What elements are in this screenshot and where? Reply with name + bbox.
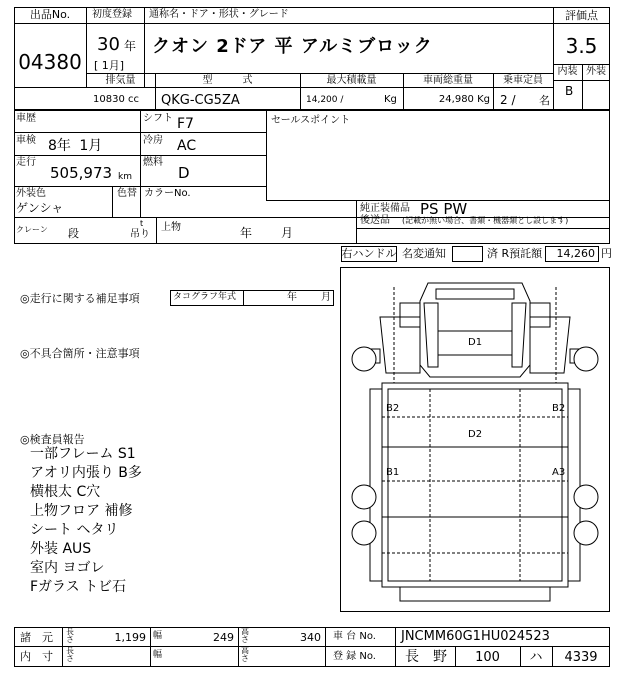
- width-label: 幅: [153, 631, 163, 641]
- gross-weight-label: 車両総重量: [423, 75, 473, 86]
- body-month: 月: [281, 226, 294, 240]
- defects-title: ◎不具合箇所・注意事項: [20, 347, 140, 360]
- inspector-title: ◎検査員報告: [20, 433, 85, 446]
- wheel-mid-right: [574, 485, 598, 509]
- reg-month: [ 1月]: [94, 59, 125, 72]
- reg-year: 30: [97, 34, 120, 55]
- inner-length-label: 長さ: [66, 646, 74, 663]
- wheel-front-right: [574, 347, 598, 371]
- side-gates: [370, 389, 580, 581]
- rear-bumper: [400, 587, 550, 601]
- shift-label: シフト: [143, 113, 173, 124]
- grade-value: 3.5: [565, 34, 598, 58]
- grade-label: 評価点: [565, 9, 598, 22]
- damage-mark-a3: A3: [552, 467, 566, 478]
- crane-stages: 段: [68, 227, 79, 240]
- crane-label: クレーン: [16, 225, 48, 234]
- ac-label: 冷房: [143, 135, 163, 146]
- crane-ton: t: [140, 219, 144, 228]
- chassis-label: 車 台 No.: [333, 631, 376, 642]
- recycle-unit: 円: [601, 247, 612, 260]
- max-load-unit: Kg: [384, 94, 397, 105]
- driving-notes-title: ◎走行に関する補足事項: [20, 292, 140, 305]
- recycle-label: 済 R預託額: [487, 247, 543, 260]
- inspector-item: アオリ内張り B多: [30, 465, 142, 481]
- fuel-value: D: [178, 164, 190, 182]
- history-label: 車歴: [16, 113, 36, 124]
- body-year: 年: [240, 226, 253, 240]
- ac-value: AC: [177, 138, 197, 154]
- sales-point-label: セールスポイント: [271, 115, 351, 126]
- wheel-rear-left: [352, 521, 376, 545]
- displacement-label: 排気量: [105, 75, 136, 86]
- notice-label: 名変通知: [402, 247, 446, 260]
- ext-color-value: ゲンシャ: [16, 201, 64, 215]
- body-label: 上物: [161, 222, 181, 233]
- damage-mark-d2: D2: [468, 429, 483, 440]
- mileage-label: 走行: [16, 157, 36, 168]
- length-value: 1,199: [114, 631, 146, 644]
- color-no-label: カラーNo.: [144, 188, 191, 199]
- aftermarket-note: (記載が無い場合、書類・機器類とし設します): [402, 216, 569, 225]
- crane-hoist: 吊り: [130, 229, 150, 240]
- inspector-item: 室内 ヨゴレ: [30, 560, 105, 576]
- cab-right-side: [512, 303, 526, 367]
- interior-value: B: [565, 84, 574, 98]
- registration-label: 登 録 No.: [333, 651, 376, 662]
- displacement-value: 10830 cc: [93, 94, 139, 105]
- truck-diagram: [340, 267, 610, 612]
- chassis-value: JNCMM60G1HU024523: [401, 629, 550, 644]
- inspector-item: 横根太 C穴: [30, 484, 101, 500]
- registration-area: 長 野: [405, 649, 447, 665]
- lot-label: 出品No.: [29, 8, 71, 21]
- vehicle-name-label: 通称名・ドア・形状・グレード: [149, 9, 289, 20]
- fuel-label: 燃料: [143, 157, 163, 168]
- mirrors: [400, 303, 550, 327]
- recycle-value: 14,260: [556, 247, 595, 260]
- wheel-rear-right: [574, 521, 598, 545]
- tacho-label: タコグラフ年式: [173, 292, 237, 302]
- inspection-label: 車検: [16, 135, 36, 146]
- registration-class: 100: [475, 650, 500, 665]
- reg-year-unit: 年: [124, 39, 137, 53]
- registration-number: 4339: [564, 650, 598, 665]
- aftermarket-label: 後送品: [360, 215, 390, 226]
- notice-box: [452, 246, 483, 262]
- capacity-label: 乗車定員: [503, 75, 543, 86]
- interior-label: 内装: [557, 66, 578, 77]
- bed-outline: [382, 383, 568, 587]
- dimensions-label: 諸 元: [20, 631, 53, 644]
- inner-height-label: 高さ: [241, 646, 249, 663]
- inspector-item: シート ヘタリ: [30, 522, 119, 538]
- damage-mark-d1: D1: [468, 337, 483, 348]
- mileage-unit: km: [118, 172, 132, 182]
- length-label: 長さ: [66, 627, 74, 644]
- tacho-month: 月: [321, 292, 331, 303]
- windshield: [436, 289, 514, 299]
- damage-mark-b2-right: B2: [552, 403, 566, 414]
- capacity-unit: 名: [539, 94, 550, 107]
- shift-value: F7: [177, 116, 194, 132]
- inner-width-label: 幅: [153, 650, 163, 660]
- model-value: QKG-CG5ZA: [161, 93, 240, 108]
- model-label: 型 式: [202, 75, 253, 86]
- steering-value: 右ハンドル: [341, 247, 397, 260]
- inspector-item: 上物フロア 補修: [30, 503, 133, 519]
- max-load-value: 14,200 /: [306, 95, 344, 105]
- gross-weight-value: 24,980 Kg: [438, 94, 490, 105]
- damage-mark-b1: B1: [386, 467, 400, 478]
- registration-kana: ハ: [529, 650, 543, 665]
- inner-dimensions-label: 内 寸: [20, 650, 53, 663]
- inspector-item: 外装 AUS: [30, 541, 92, 557]
- first-reg-label: 初度登録: [92, 9, 132, 20]
- equipment-value: PS PW: [420, 200, 468, 218]
- vehicle-name: クオン 2ドア 平 アルミブロック: [152, 36, 433, 57]
- ext-color-label: 外装色: [16, 188, 46, 199]
- height-label: 高さ: [241, 627, 249, 644]
- wheel-front-left: [352, 347, 376, 371]
- equipment-label: 純正装備品: [360, 203, 410, 214]
- inspector-item: Fガラス トビ石: [30, 579, 127, 595]
- inspector-item: 一部フレーム S1: [30, 446, 136, 462]
- mileage-value: 505,973: [50, 164, 113, 182]
- max-load-label: 最大積載量: [326, 75, 377, 86]
- inspection-value: 8年 1月: [48, 138, 103, 154]
- height-value: 340: [300, 631, 321, 644]
- cab-left-side: [424, 303, 438, 367]
- capacity-value: 2 /: [500, 93, 516, 107]
- width-value: 249: [213, 631, 234, 644]
- wheel-mid-left: [352, 485, 376, 509]
- damage-mark-b2-left: B2: [386, 403, 400, 414]
- tacho-year: 年: [287, 292, 297, 303]
- color-change-label: 色替: [117, 188, 137, 199]
- exterior-label: 外装: [586, 66, 606, 77]
- lot-number: 04380: [18, 50, 82, 74]
